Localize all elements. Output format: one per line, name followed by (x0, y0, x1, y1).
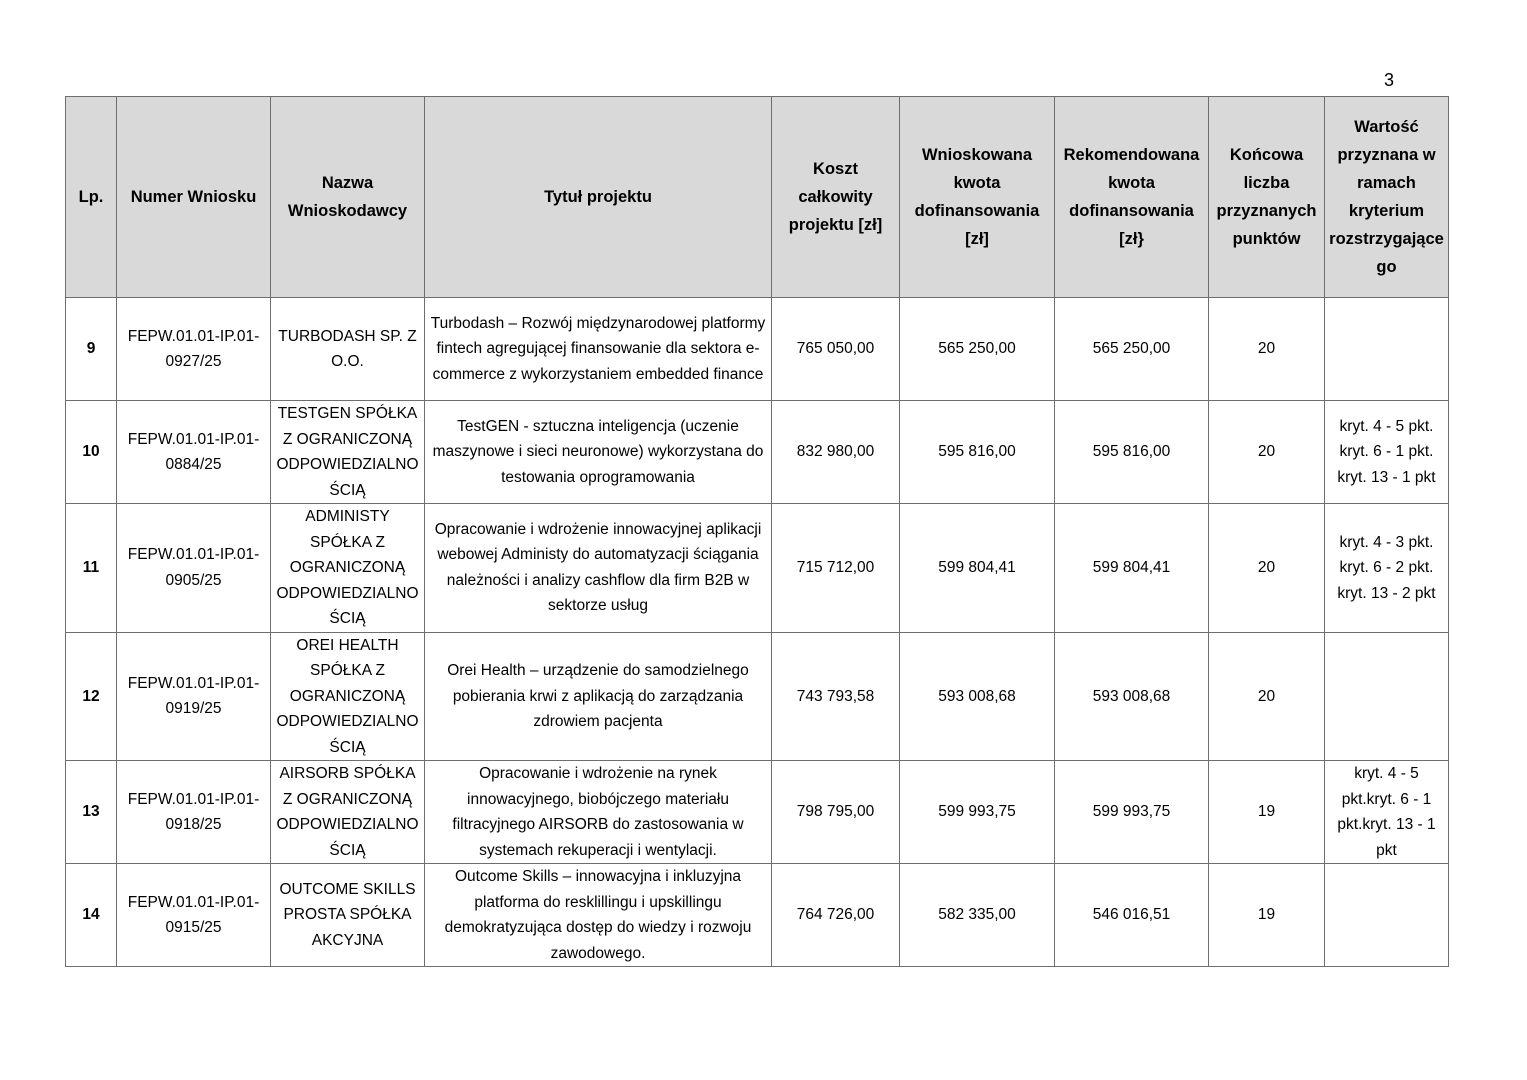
cell-punkty: 19 (1209, 761, 1325, 864)
cell-punkty: 20 (1209, 632, 1325, 761)
page-number: 3 (1384, 70, 1395, 90)
cell-numer-wniosku: FEPW.01.01-IP.01-0919/25 (117, 632, 271, 761)
cell-tytul: TestGEN - sztuczna inteligencja (uczenie maszynowe i sieci neuronowe) wykorzystana do testowania oprogramowania (425, 401, 772, 504)
table-row (66, 761, 1449, 864)
cell-koszt: 832 980,00 (772, 401, 900, 504)
cell-tytul: Orei Health – urządzenie do samodzielnego pobierania krwi z aplikacją do zarządzania zdrowiem pacjenta (425, 632, 772, 761)
cell-tytul: Outcome Skills – innowacyjna i inkluzyjna platforma do resklillingu i upskillingu demokratyzująca dostęp do wiedzy i rozwoju zawodowego. (425, 864, 772, 967)
cell-wnioskodawca: ADMINISTY SPÓŁKA Z OGRANICZONĄ ODPOWIEDZIALNOŚCIĄ (271, 504, 425, 633)
cell-wnioskowana: 595 816,00 (900, 401, 1055, 504)
cell-lp: 9 (66, 298, 117, 401)
cell-kryterium: kryt. 4 - 5 pkt. kryt. 6 - 1 pkt. kryt. 13 - 1 pkt (1325, 401, 1449, 504)
header-numer-wniosku: Numer Wniosku (117, 97, 271, 298)
cell-numer-wniosku: FEPW.01.01-IP.01-0884/25 (117, 401, 271, 504)
cell-rekomendowana: 565 250,00 (1055, 298, 1209, 401)
cell-wnioskodawca: OREI HEALTH SPÓŁKA Z OGRANICZONĄ ODPOWIEDZIALNOŚCIĄ (271, 632, 425, 761)
cell-lp: 12 (66, 632, 117, 761)
header-koncowa-liczba-punktow: Końcowa liczba przyznanych punktów (1209, 97, 1325, 298)
cell-koszt: 798 795,00 (772, 761, 900, 864)
header-lp: Lp. (66, 97, 117, 298)
header-wnioskowana-kwota: Wnioskowana kwota dofinansowania [zł] (900, 97, 1055, 298)
cell-punkty: 20 (1209, 401, 1325, 504)
cell-rekomendowana: 599 993,75 (1055, 761, 1209, 864)
cell-kryterium: kryt. 4 - 5 pkt.kryt. 6 - 1 pkt.kryt. 13 - 1 pkt (1325, 761, 1449, 864)
results-table (65, 96, 1449, 967)
cell-numer-wniosku: FEPW.01.01-IP.01-0905/25 (117, 504, 271, 633)
header-kryterium-rozstrzygajace: Wartość przyznana w ramach kryterium rozstrzygającego (1325, 97, 1449, 298)
cell-numer-wniosku: FEPW.01.01-IP.01-0927/25 (117, 298, 271, 401)
cell-kryterium (1325, 864, 1449, 967)
table-row (66, 504, 1449, 633)
cell-numer-wniosku: FEPW.01.01-IP.01-0918/25 (117, 761, 271, 864)
cell-rekomendowana: 546 016,51 (1055, 864, 1209, 967)
header-tytul-projektu: Tytuł projektu (425, 97, 772, 298)
cell-lp: 10 (66, 401, 117, 504)
cell-tytul: Opracowanie i wdrożenie na rynek innowacyjnego, biobójczego materiału filtracyjnego AIRSORB do zastosowania w systemach rekuperacji i wentylacji. (425, 761, 772, 864)
cell-punkty: 20 (1209, 298, 1325, 401)
cell-wnioskowana: 593 008,68 (900, 632, 1055, 761)
table-row (66, 864, 1449, 967)
cell-wnioskowana: 599 993,75 (900, 761, 1055, 864)
cell-koszt: 715 712,00 (772, 504, 900, 633)
cell-lp: 14 (66, 864, 117, 967)
cell-numer-wniosku: FEPW.01.01-IP.01-0915/25 (117, 864, 271, 967)
cell-lp: 11 (66, 504, 117, 633)
cell-koszt: 765 050,00 (772, 298, 900, 401)
cell-rekomendowana: 593 008,68 (1055, 632, 1209, 761)
header-rekomendowana-kwota: Rekomendowana kwota dofinansowania [zł} (1055, 97, 1209, 298)
table-row (66, 298, 1449, 401)
cell-wnioskodawca: TESTGEN SPÓŁKA Z OGRANICZONĄ ODPOWIEDZIALNOŚCIĄ (271, 401, 425, 504)
cell-rekomendowana: 599 804,41 (1055, 504, 1209, 633)
cell-kryterium (1325, 632, 1449, 761)
cell-wnioskodawca: AIRSORB SPÓŁKA Z OGRANICZONĄ ODPOWIEDZIALNOŚCIĄ (271, 761, 425, 864)
cell-koszt: 743 793,58 (772, 632, 900, 761)
cell-wnioskodawca: OUTCOME SKILLS PROSTA SPÓŁKA AKCYJNA (271, 864, 425, 967)
cell-koszt: 764 726,00 (772, 864, 900, 967)
table-row (66, 401, 1449, 504)
cell-kryterium: kryt. 4 - 3 pkt. kryt. 6 - 2 pkt. kryt. 13 - 2 pkt (1325, 504, 1449, 633)
cell-kryterium (1325, 298, 1449, 401)
cell-wnioskowana: 599 804,41 (900, 504, 1055, 633)
cell-tytul: Turbodash – Rozwój międzynarodowej platformy fintech agregującej finansowanie dla sektora e-commerce z wykorzystaniem embedded finance (425, 298, 772, 401)
cell-wnioskowana: 565 250,00 (900, 298, 1055, 401)
cell-punkty: 20 (1209, 504, 1325, 633)
header-koszt-calkowity: Koszt całkowity projektu [zł] (772, 97, 900, 298)
cell-lp: 13 (66, 761, 117, 864)
cell-punkty: 19 (1209, 864, 1325, 967)
table-row (66, 632, 1449, 761)
cell-rekomendowana: 595 816,00 (1055, 401, 1209, 504)
header-row (66, 97, 1449, 298)
cell-wnioskodawca: TURBODASH SP. Z O.O. (271, 298, 425, 401)
header-nazwa-wnioskodawcy: Nazwa Wnioskodawcy (271, 97, 425, 298)
cell-wnioskowana: 582 335,00 (900, 864, 1055, 967)
cell-tytul: Opracowanie i wdrożenie innowacyjnej aplikacji webowej Administy do automatyzacji ściągania należności i analizy cashflow dla firm B2B w sektorze usług (425, 504, 772, 633)
